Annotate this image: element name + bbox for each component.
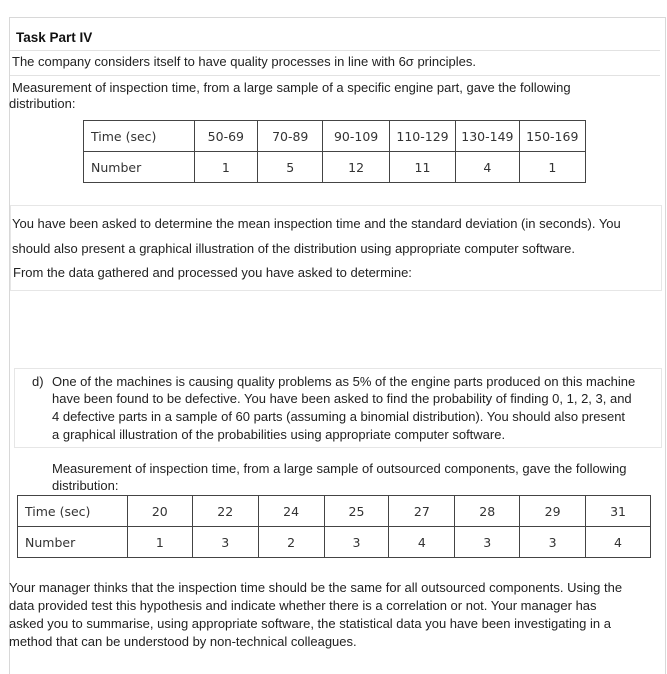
table-cell: 27 (389, 496, 455, 527)
engine-part-distribution-table (83, 120, 586, 183)
table-cell: 12 (323, 152, 389, 183)
part-d-line: 4 defective parts in a sample of 60 parts (assuming a binomial distribution). You should also present (52, 409, 626, 424)
divider (10, 50, 660, 51)
part-d-measurement-1: Measurement of inspection time, from a large sample of outsourced components, gave the following (52, 461, 627, 476)
table-cell: 31 (586, 496, 651, 527)
table-row (18, 496, 651, 527)
table-cell: 24 (258, 496, 324, 527)
outsourced-distribution-table (17, 495, 651, 558)
table-cell: 29 (520, 496, 586, 527)
part-d-marker: d) (32, 374, 44, 389)
manager-line: method that can be understood by non-technical colleagues. (9, 634, 357, 649)
table-cell: 20 (127, 496, 192, 527)
document-frame (9, 17, 666, 674)
table-cell: 22 (192, 496, 258, 527)
manager-line: data provided test this hypothesis and indicate whether there is a correlation or not. Your manager has (9, 598, 597, 613)
part-d-line: One of the machines is causing quality problems as 5% of the engine parts produced on this machine (52, 374, 636, 389)
measurement-text-2: distribution: (9, 96, 76, 111)
table-cell: 1 (194, 152, 257, 183)
manager-line: Your manager thinks that the inspection time should be the same for all outsourced components. Using the (9, 580, 623, 595)
table-cell: 1 (519, 152, 585, 183)
table-cell: 70-89 (258, 121, 323, 152)
table-row (84, 121, 586, 152)
table-row (84, 152, 586, 183)
paragraph-line: You have been asked to determine the mean inspection time and the standard deviation (in seconds). You (12, 216, 621, 231)
table-cell: 25 (324, 496, 389, 527)
table-cell: 3 (455, 527, 520, 558)
table-cell: 3 (520, 527, 586, 558)
manager-line: asked you to summarise, using appropriate software, the statistical data you have been investigating in a (9, 616, 611, 631)
table-cell: Time (sec) (18, 496, 128, 527)
table-cell: 3 (192, 527, 258, 558)
table-cell: 2 (258, 527, 324, 558)
part-d-line: have been found to be defective. You have been asked to find the probability of finding 0, 1, 2, 3, and (52, 391, 632, 406)
divider (10, 75, 660, 76)
paragraph-line: should also present a graphical illustration of the distribution using appropriate computer software. (12, 241, 575, 256)
table-cell: Number (18, 527, 128, 558)
paragraph-line: From the data gathered and processed you have asked to determine: (13, 265, 412, 280)
table-cell: Number (84, 152, 195, 183)
table-cell: 110-129 (389, 121, 455, 152)
table-cell: 50-69 (194, 121, 257, 152)
table-cell: 3 (324, 527, 389, 558)
table-cell: 150-169 (519, 121, 585, 152)
intro-text: The company considers itself to have quality processes in line with 6σ principles. (12, 54, 476, 69)
table-cell: Time (sec) (84, 121, 195, 152)
measurement-text-1: Measurement of inspection time, from a large sample of a specific engine part, gave the following (12, 80, 571, 95)
table-cell: 28 (455, 496, 520, 527)
part-d-line: a graphical illustration of the probabilities using appropriate computer software. (52, 427, 506, 442)
table-cell: 1 (127, 527, 192, 558)
table-cell: 5 (258, 152, 323, 183)
table-cell: 4 (456, 152, 519, 183)
part-d-measurement-2: distribution: (52, 478, 119, 493)
task-title: Task Part IV (16, 30, 93, 45)
table-row (18, 527, 651, 558)
table-cell: 4 (389, 527, 455, 558)
table-cell: 130-149 (456, 121, 519, 152)
table-cell: 4 (586, 527, 651, 558)
table-cell: 90-109 (323, 121, 389, 152)
table-cell: 11 (389, 152, 455, 183)
